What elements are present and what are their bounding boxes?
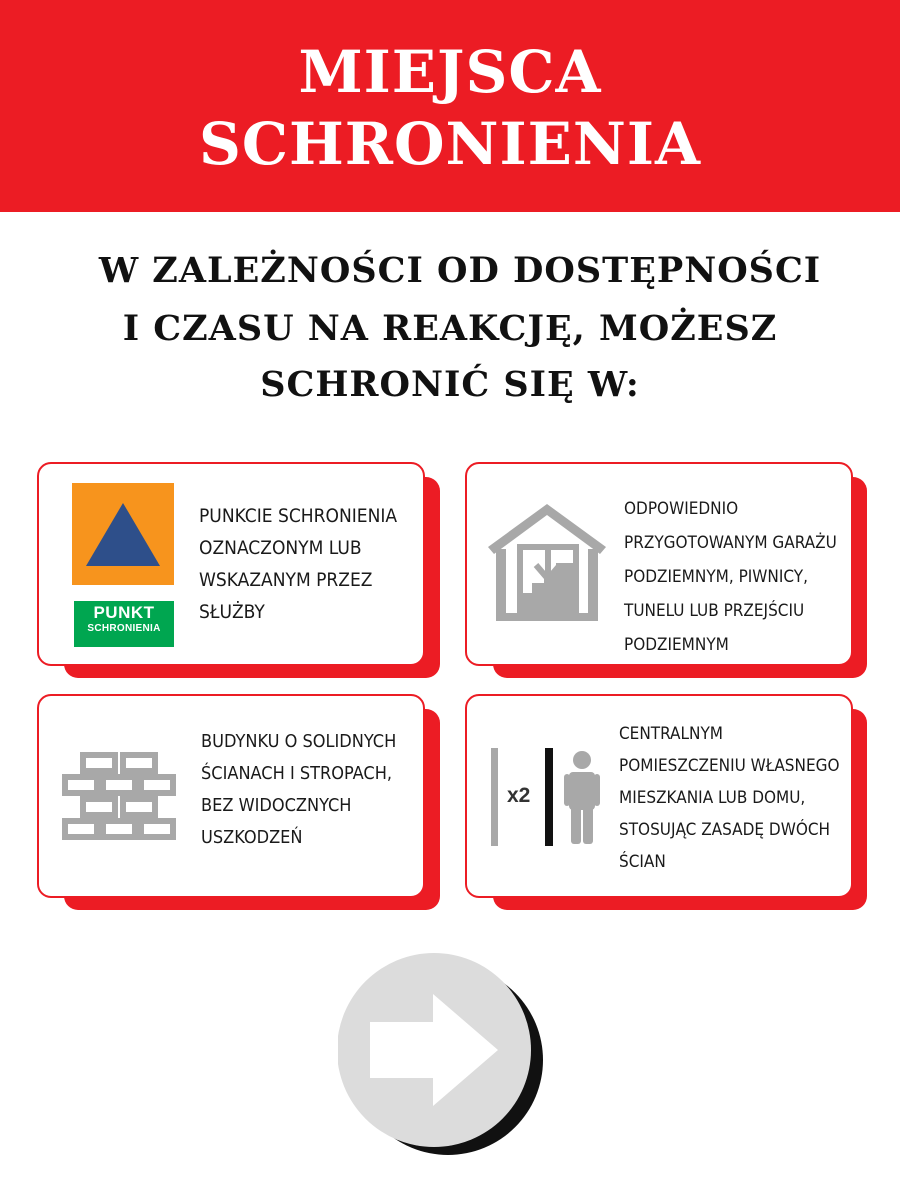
two-walls-multiplier: x2: [507, 784, 531, 807]
two-walls-person-icon: [487, 744, 607, 854]
badge-line-2: SCHRONIENIA: [87, 623, 161, 634]
basement-house-icon: [482, 499, 612, 629]
card-central-room: [465, 694, 853, 898]
card-solid-building: [37, 694, 425, 898]
card-shelter-point: [37, 462, 425, 666]
subtitle-line-1: W ZALEŻNOŚCI OD DOSTĘPNOŚCI: [98, 250, 822, 291]
shelter-point-sign-icon: [72, 483, 174, 585]
brick-wall-icon: [61, 751, 181, 847]
card-basement: [465, 462, 853, 666]
title-line-1: MIEJSCA: [298, 38, 602, 106]
title-line-2: SCHRONIENIA: [198, 110, 702, 178]
title-banner: [0, 0, 900, 212]
next-arrow-button[interactable]: [338, 950, 548, 1160]
card-2-text: ODPOWIEDNIO PRZYGOTOWANYM GARAŻU PODZIEMNYM, PIWNICY, TUNELU LUB PRZEJŚCIU PODZIEMNYM: [624, 499, 837, 655]
badge-line-1: PUNKT: [93, 603, 155, 622]
subtitle-line-3: SCHRONIĆ SIĘ W:: [260, 364, 640, 405]
card-3-text: BUDYNKU O SOLIDNYCH ŚCIANACH I STROPACH, BEZ WIDOCZNYCH USZKODZEŃ: [201, 731, 397, 848]
card-1-text: PUNKCIE SCHRONIENIA OZNACZONYM LUB WSKAZANYM PRZEZ SŁUŻBY: [199, 505, 398, 623]
subtitle-line-2: I CZASU NA REAKCJĘ, MOŻESZ: [122, 308, 778, 349]
card-4-text: CENTRALNYM POMIESZCZENIU WŁASNEGO MIESZKANIA LUB DOMU, STOSUJĄC ZASADĘ DWÓCH ŚCIAN: [619, 724, 840, 872]
shelter-point-badge: [74, 601, 174, 647]
